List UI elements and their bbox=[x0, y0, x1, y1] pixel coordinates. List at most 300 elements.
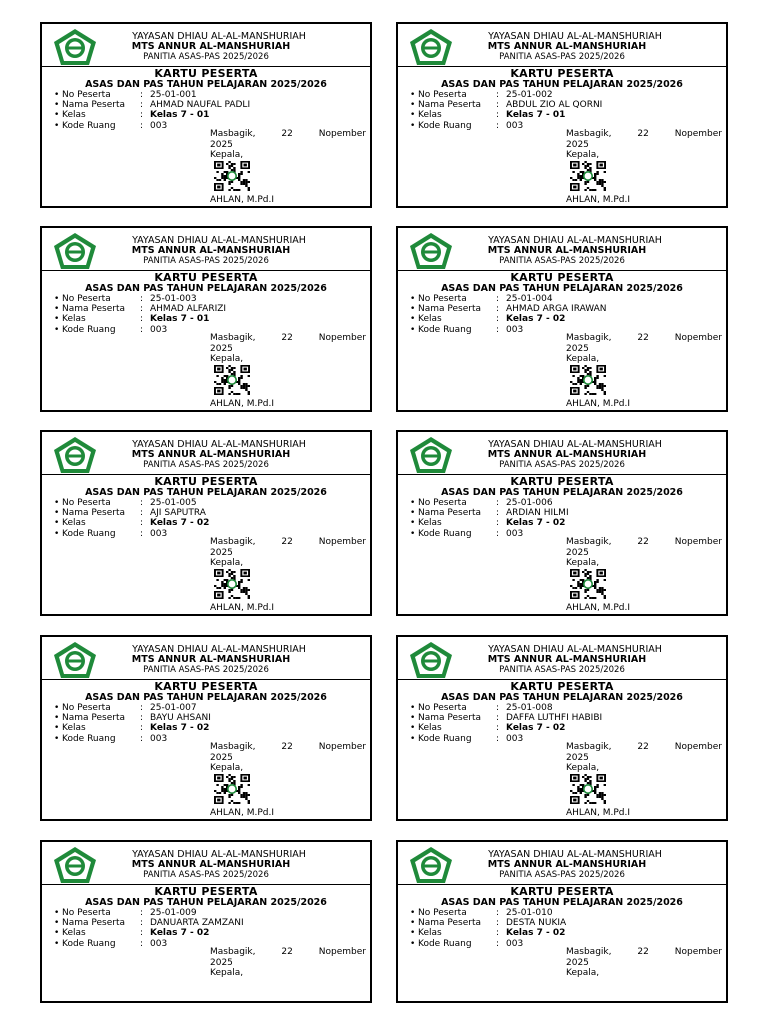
field-colon: : bbox=[496, 723, 500, 734]
bullet: • bbox=[410, 703, 416, 713]
field-colon: : bbox=[140, 90, 144, 100]
field-colon: : bbox=[140, 918, 144, 929]
field-colon: : bbox=[496, 100, 500, 111]
foundation-name: YAYASAN DHIAU AL-AL-MANSHURIAH bbox=[488, 849, 662, 860]
card-title: KARTU PESERTA bbox=[510, 271, 614, 284]
participant-name: ARDIAN HILMI bbox=[506, 508, 569, 519]
field-row-class bbox=[410, 928, 566, 938]
field-label: Nama Peserta bbox=[62, 713, 126, 724]
participant-card-9 bbox=[40, 840, 372, 1003]
bullet: • bbox=[54, 928, 60, 939]
room-code: 003 bbox=[506, 324, 524, 335]
participant-number: 25-01-002 bbox=[506, 90, 553, 100]
qr-code-icon bbox=[214, 569, 250, 599]
sign-role: Kepala, bbox=[566, 354, 600, 364]
sign-month: Nopember bbox=[674, 129, 722, 139]
foundation-name: YAYASAN DHIAU AL-AL-MANSHURIAH bbox=[132, 31, 306, 42]
sign-role: Kepala, bbox=[566, 763, 600, 773]
sign-date bbox=[566, 742, 722, 753]
bullet: • bbox=[54, 508, 60, 519]
sign-place: Masbagik, bbox=[210, 333, 256, 343]
sign-year: 2025 bbox=[566, 752, 589, 763]
participant-fields bbox=[54, 90, 250, 131]
sign-place: Masbagik, bbox=[566, 947, 612, 957]
participant-card-2 bbox=[396, 22, 728, 208]
participant-fields bbox=[54, 294, 226, 335]
sign-day: 22 bbox=[637, 537, 649, 547]
card-subtitle: ASAS DAN PAS TAHUN PELAJARAN 2025/2026 bbox=[441, 692, 683, 703]
sign-date bbox=[210, 537, 366, 548]
bullet: • bbox=[410, 304, 416, 315]
sign-year: 2025 bbox=[210, 752, 233, 763]
qr-code-icon bbox=[570, 365, 606, 395]
field-label: Kelas bbox=[62, 518, 86, 529]
participant-name: AHMAD ARGA IRAWAN bbox=[506, 304, 607, 315]
qr-code-icon bbox=[214, 774, 250, 804]
sign-place: Masbagik, bbox=[566, 129, 612, 139]
field-row-no bbox=[54, 703, 211, 713]
sign-day: 22 bbox=[637, 947, 649, 957]
field-label: No Peserta bbox=[418, 703, 467, 713]
field-row-no bbox=[410, 703, 602, 713]
bullet: • bbox=[54, 314, 60, 325]
field-label: No Peserta bbox=[62, 498, 111, 508]
participant-name: DAFFA LUTHFI HABIBI bbox=[506, 713, 603, 724]
sign-month: Nopember bbox=[318, 947, 366, 957]
field-row-class bbox=[54, 518, 209, 528]
committee-name: PANITIA ASAS-PAS 2025/2026 bbox=[143, 870, 269, 880]
bullet: • bbox=[54, 120, 60, 131]
sign-month: Nopember bbox=[318, 742, 366, 752]
card-subtitle: ASAS DAN PAS TAHUN PELAJARAN 2025/2026 bbox=[85, 283, 327, 294]
field-row-class bbox=[410, 723, 602, 733]
field-colon: : bbox=[140, 518, 144, 529]
field-row-room bbox=[410, 529, 569, 539]
sign-place: Masbagik, bbox=[210, 947, 256, 957]
participant-name: AJI SAPUTRA bbox=[150, 508, 206, 519]
qr-code-icon bbox=[570, 774, 606, 804]
foundation-name: YAYASAN DHIAU AL-AL-MANSHURIAH bbox=[488, 644, 662, 655]
signer-name: AHLAN, M.Pd.I bbox=[566, 195, 631, 205]
room-code: 003 bbox=[506, 733, 524, 744]
field-colon: : bbox=[496, 713, 500, 724]
card-subtitle: ASAS DAN PAS TAHUN PELAJARAN 2025/2026 bbox=[85, 692, 327, 703]
bullet: • bbox=[410, 324, 416, 335]
sign-day: 22 bbox=[281, 129, 293, 139]
participant-number: 25-01-001 bbox=[150, 90, 197, 100]
participant-card-1 bbox=[40, 22, 372, 208]
field-colon: : bbox=[140, 294, 144, 304]
participant-number: 25-01-008 bbox=[506, 703, 553, 713]
participant-class: Kelas 7 - 02 bbox=[506, 314, 566, 325]
bullet: • bbox=[54, 304, 60, 315]
field-colon: : bbox=[496, 110, 500, 121]
bullet: • bbox=[54, 733, 60, 744]
signer-name: AHLAN, M.Pd.I bbox=[210, 195, 275, 205]
bullet: • bbox=[410, 713, 416, 724]
foundation-name: YAYASAN DHIAU AL-AL-MANSHURIAH bbox=[488, 31, 662, 42]
bullet: • bbox=[410, 928, 416, 939]
participant-card-6 bbox=[396, 430, 728, 616]
participant-card-7 bbox=[40, 635, 372, 821]
field-colon: : bbox=[496, 120, 500, 131]
sign-date bbox=[566, 537, 722, 548]
card-subtitle: ASAS DAN PAS TAHUN PELAJARAN 2025/2026 bbox=[85, 897, 327, 908]
field-row-class bbox=[54, 723, 211, 733]
field-label: Kode Ruang bbox=[418, 733, 472, 744]
sign-day: 22 bbox=[281, 947, 293, 957]
field-colon: : bbox=[496, 703, 500, 713]
field-colon: : bbox=[140, 324, 144, 335]
school-name: MTS ANNUR AL-MANSHURIAH bbox=[487, 654, 647, 665]
field-label: Kode Ruang bbox=[418, 528, 472, 539]
field-colon: : bbox=[140, 703, 144, 713]
field-label: No Peserta bbox=[418, 90, 467, 100]
field-label: No Peserta bbox=[62, 90, 111, 100]
card-subtitle: ASAS DAN PAS TAHUN PELAJARAN 2025/2026 bbox=[85, 79, 327, 90]
card-title: KARTU PESERTA bbox=[510, 885, 614, 898]
field-row-class bbox=[54, 314, 226, 324]
signer-name: AHLAN, M.Pd.I bbox=[210, 603, 275, 613]
sign-role: Kepala, bbox=[210, 968, 244, 978]
bullet: • bbox=[54, 294, 60, 304]
committee-name: PANITIA ASAS-PAS 2025/2026 bbox=[499, 870, 625, 880]
card-title: KARTU PESERTA bbox=[154, 885, 258, 898]
bullet: • bbox=[54, 110, 60, 121]
field-row-class bbox=[410, 518, 569, 528]
field-label: Nama Peserta bbox=[62, 100, 126, 111]
bullet: • bbox=[54, 713, 60, 724]
card-subtitle: ASAS DAN PAS TAHUN PELAJARAN 2025/2026 bbox=[441, 79, 683, 90]
participant-card-3 bbox=[40, 226, 372, 412]
sign-year: 2025 bbox=[210, 343, 233, 354]
signature-block bbox=[566, 537, 722, 569]
bullet: • bbox=[54, 908, 60, 918]
sign-year: 2025 bbox=[210, 957, 233, 968]
card-subtitle: ASAS DAN PAS TAHUN PELAJARAN 2025/2026 bbox=[441, 897, 683, 908]
sign-date bbox=[566, 333, 722, 344]
participant-class: Kelas 7 - 02 bbox=[506, 723, 566, 734]
bullet: • bbox=[410, 314, 416, 325]
field-label: Kode Ruang bbox=[418, 324, 472, 335]
room-code: 003 bbox=[150, 733, 168, 744]
participant-name: ABDUL ZIO AL QORNI bbox=[506, 100, 603, 111]
school-name: MTS ANNUR AL-MANSHURIAH bbox=[487, 859, 647, 870]
school-name: MTS ANNUR AL-MANSHURIAH bbox=[487, 245, 647, 256]
card-title: KARTU PESERTA bbox=[154, 67, 258, 80]
field-label: Nama Peserta bbox=[62, 918, 126, 929]
sign-day: 22 bbox=[637, 333, 649, 343]
card-title: KARTU PESERTA bbox=[154, 475, 258, 488]
field-label: Kode Ruang bbox=[62, 938, 116, 949]
sign-place: Masbagik, bbox=[210, 537, 256, 547]
school-name: MTS ANNUR AL-MANSHURIAH bbox=[131, 41, 291, 52]
field-colon: : bbox=[140, 110, 144, 121]
school-name: MTS ANNUR AL-MANSHURIAH bbox=[131, 859, 291, 870]
participant-number: 25-01-007 bbox=[150, 703, 197, 713]
field-row-no bbox=[54, 294, 226, 304]
field-row-name bbox=[410, 508, 569, 518]
bullet: • bbox=[410, 90, 416, 100]
signature-block bbox=[210, 129, 366, 161]
field-row-no bbox=[410, 294, 607, 304]
sign-day: 22 bbox=[637, 129, 649, 139]
participant-name: AHMAD NAUFAL PADLI bbox=[150, 100, 251, 111]
bullet: • bbox=[410, 294, 416, 304]
participant-number: 25-01-006 bbox=[506, 498, 553, 508]
participant-fields bbox=[410, 703, 602, 744]
participant-class: Kelas 7 - 02 bbox=[150, 518, 210, 529]
sign-year: 2025 bbox=[566, 139, 589, 150]
field-label: Kode Ruang bbox=[62, 528, 116, 539]
school-name: MTS ANNUR AL-MANSHURIAH bbox=[131, 245, 291, 256]
field-label: Nama Peserta bbox=[418, 304, 482, 315]
room-code: 003 bbox=[506, 938, 524, 949]
bullet: • bbox=[410, 733, 416, 744]
field-row-room bbox=[54, 325, 226, 335]
card-subtitle: ASAS DAN PAS TAHUN PELAJARAN 2025/2026 bbox=[85, 487, 327, 498]
bullet: • bbox=[410, 723, 416, 734]
field-colon: : bbox=[496, 908, 500, 918]
field-colon: : bbox=[140, 528, 144, 539]
bullet: • bbox=[54, 90, 60, 100]
bullet: • bbox=[54, 324, 60, 335]
participant-number: 25-01-010 bbox=[506, 908, 553, 918]
bullet: • bbox=[54, 100, 60, 111]
field-label: Kode Ruang bbox=[418, 938, 472, 949]
signature-block bbox=[210, 537, 366, 569]
card-subtitle: ASAS DAN PAS TAHUN PELAJARAN 2025/2026 bbox=[441, 283, 683, 294]
committee-name: PANITIA ASAS-PAS 2025/2026 bbox=[499, 256, 625, 266]
field-colon: : bbox=[496, 324, 500, 335]
sign-role: Kepala, bbox=[566, 150, 600, 160]
bullet: • bbox=[54, 918, 60, 929]
sign-role: Kepala, bbox=[210, 354, 244, 364]
sign-day: 22 bbox=[281, 537, 293, 547]
bullet: • bbox=[410, 518, 416, 529]
bullet: • bbox=[410, 120, 416, 131]
field-label: Kelas bbox=[418, 723, 442, 734]
sign-month: Nopember bbox=[674, 742, 722, 752]
room-code: 003 bbox=[506, 120, 524, 131]
sign-place: Masbagik, bbox=[566, 742, 612, 752]
sign-role: Kepala, bbox=[210, 763, 244, 773]
participant-class: Kelas 7 - 02 bbox=[150, 928, 210, 939]
sign-date bbox=[210, 742, 366, 753]
bullet: • bbox=[410, 110, 416, 121]
field-label: No Peserta bbox=[418, 498, 467, 508]
bullet: • bbox=[54, 518, 60, 529]
field-row-class bbox=[410, 110, 602, 120]
participant-class: Kelas 7 - 01 bbox=[506, 110, 566, 121]
foundation-name: YAYASAN DHIAU AL-AL-MANSHURIAH bbox=[132, 235, 306, 246]
field-label: Kelas bbox=[62, 723, 86, 734]
sign-place: Masbagik, bbox=[566, 537, 612, 547]
participant-number: 25-01-003 bbox=[150, 294, 197, 304]
sign-day: 22 bbox=[281, 333, 293, 343]
field-colon: : bbox=[140, 713, 144, 724]
sign-year: 2025 bbox=[210, 547, 233, 558]
signer-name: AHLAN, M.Pd.I bbox=[566, 603, 631, 613]
foundation-name: YAYASAN DHIAU AL-AL-MANSHURIAH bbox=[132, 849, 306, 860]
field-row-name bbox=[410, 713, 602, 723]
field-row-class bbox=[410, 314, 607, 324]
field-row-room bbox=[54, 529, 209, 539]
signer-name: AHLAN, M.Pd.I bbox=[566, 399, 631, 409]
field-label: No Peserta bbox=[62, 908, 111, 918]
room-code: 003 bbox=[506, 528, 524, 539]
field-label: Kelas bbox=[62, 314, 86, 325]
signature-block bbox=[566, 333, 722, 365]
participant-name: DESTA NUKIA bbox=[506, 918, 567, 929]
field-row-name bbox=[54, 100, 250, 110]
field-label: Nama Peserta bbox=[418, 918, 482, 929]
participant-class: Kelas 7 - 02 bbox=[150, 723, 210, 734]
foundation-name: YAYASAN DHIAU AL-AL-MANSHURIAH bbox=[488, 235, 662, 246]
field-label: Kode Ruang bbox=[62, 733, 116, 744]
signer-name: AHLAN, M.Pd.I bbox=[210, 399, 275, 409]
participant-name: BAYU AHSANI bbox=[150, 713, 211, 724]
field-colon: : bbox=[140, 908, 144, 918]
field-row-room bbox=[410, 939, 566, 949]
sign-date bbox=[210, 947, 366, 958]
card-title: KARTU PESERTA bbox=[510, 67, 614, 80]
participant-card-5 bbox=[40, 430, 372, 616]
field-row-no bbox=[54, 498, 209, 508]
participant-number: 25-01-005 bbox=[150, 498, 197, 508]
field-colon: : bbox=[140, 723, 144, 734]
bullet: • bbox=[410, 918, 416, 929]
committee-name: PANITIA ASAS-PAS 2025/2026 bbox=[143, 665, 269, 675]
field-colon: : bbox=[496, 498, 500, 508]
room-code: 003 bbox=[150, 120, 168, 131]
qr-code-icon bbox=[570, 161, 606, 191]
committee-name: PANITIA ASAS-PAS 2025/2026 bbox=[143, 460, 269, 470]
room-code: 003 bbox=[150, 324, 168, 335]
field-colon: : bbox=[496, 938, 500, 949]
school-name: MTS ANNUR AL-MANSHURIAH bbox=[131, 654, 291, 665]
sign-month: Nopember bbox=[318, 537, 366, 547]
field-colon: : bbox=[496, 733, 500, 744]
sign-month: Nopember bbox=[318, 333, 366, 343]
sign-month: Nopember bbox=[674, 537, 722, 547]
field-row-name bbox=[410, 918, 566, 928]
field-colon: : bbox=[496, 918, 500, 929]
school-name: MTS ANNUR AL-MANSHURIAH bbox=[487, 449, 647, 460]
bullet: • bbox=[410, 938, 416, 949]
field-label: Nama Peserta bbox=[62, 304, 126, 315]
bullet: • bbox=[54, 498, 60, 508]
foundation-name: YAYASAN DHIAU AL-AL-MANSHURIAH bbox=[132, 644, 306, 655]
sign-year: 2025 bbox=[566, 343, 589, 354]
field-label: Kelas bbox=[62, 110, 86, 121]
sign-date bbox=[566, 129, 722, 140]
field-label: Kode Ruang bbox=[62, 324, 116, 335]
field-colon: : bbox=[140, 508, 144, 519]
participant-number: 25-01-004 bbox=[506, 294, 553, 304]
participant-fields bbox=[410, 90, 602, 131]
committee-name: PANITIA ASAS-PAS 2025/2026 bbox=[143, 52, 269, 62]
field-row-room bbox=[54, 734, 211, 744]
field-label: Kelas bbox=[418, 110, 442, 121]
field-label: No Peserta bbox=[418, 294, 467, 304]
bullet: • bbox=[54, 528, 60, 539]
sign-role: Kepala, bbox=[210, 150, 244, 160]
field-colon: : bbox=[496, 518, 500, 529]
bullet: • bbox=[410, 508, 416, 519]
field-label: Kelas bbox=[418, 928, 442, 939]
field-colon: : bbox=[496, 294, 500, 304]
participant-class: Kelas 7 - 02 bbox=[506, 928, 566, 939]
sign-date bbox=[210, 129, 366, 140]
field-row-name bbox=[54, 304, 226, 314]
committee-name: PANITIA ASAS-PAS 2025/2026 bbox=[499, 665, 625, 675]
qr-code-icon bbox=[214, 365, 250, 395]
participant-card-8 bbox=[396, 635, 728, 821]
participant-fields bbox=[54, 703, 211, 744]
field-colon: : bbox=[140, 733, 144, 744]
committee-name: PANITIA ASAS-PAS 2025/2026 bbox=[143, 256, 269, 266]
field-colon: : bbox=[140, 928, 144, 939]
sign-place: Masbagik, bbox=[210, 742, 256, 752]
field-label: Nama Peserta bbox=[62, 508, 126, 519]
signature-block bbox=[210, 333, 366, 365]
participant-class: Kelas 7 - 01 bbox=[150, 110, 210, 121]
sign-date bbox=[210, 333, 366, 344]
field-row-no bbox=[54, 90, 250, 100]
field-label: Nama Peserta bbox=[418, 100, 482, 111]
card-title: KARTU PESERTA bbox=[510, 680, 614, 693]
participant-name: DANUARTA ZAMZANI bbox=[150, 918, 244, 929]
signer-name: AHLAN, M.Pd.I bbox=[210, 808, 275, 818]
participant-fields bbox=[54, 498, 209, 539]
field-colon: : bbox=[496, 304, 500, 315]
field-label: No Peserta bbox=[62, 703, 111, 713]
field-colon: : bbox=[140, 120, 144, 131]
sign-year: 2025 bbox=[210, 139, 233, 150]
field-label: Nama Peserta bbox=[418, 713, 482, 724]
participant-name: AHMAD ALFARIZI bbox=[150, 304, 227, 315]
field-colon: : bbox=[140, 938, 144, 949]
field-row-name bbox=[54, 508, 209, 518]
field-label: Nama Peserta bbox=[418, 508, 482, 519]
field-label: Kelas bbox=[62, 928, 86, 939]
field-colon: : bbox=[140, 314, 144, 325]
participant-fields bbox=[410, 908, 566, 949]
card-title: KARTU PESERTA bbox=[154, 271, 258, 284]
bullet: • bbox=[54, 723, 60, 734]
sign-year: 2025 bbox=[566, 957, 589, 968]
sign-day: 22 bbox=[281, 742, 293, 752]
sign-role: Kepala, bbox=[210, 558, 244, 568]
field-label: No Peserta bbox=[418, 908, 467, 918]
field-colon: : bbox=[496, 928, 500, 939]
room-code: 003 bbox=[150, 938, 168, 949]
participant-class: Kelas 7 - 02 bbox=[506, 518, 566, 529]
card-subtitle: ASAS DAN PAS TAHUN PELAJARAN 2025/2026 bbox=[441, 487, 683, 498]
signature-block bbox=[566, 947, 722, 979]
field-label: Kelas bbox=[418, 518, 442, 529]
participant-class: Kelas 7 - 01 bbox=[150, 314, 210, 325]
sign-role: Kepala, bbox=[566, 558, 600, 568]
signature-block bbox=[210, 742, 366, 774]
field-colon: : bbox=[140, 304, 144, 315]
qr-code-icon bbox=[214, 161, 250, 191]
card-title: KARTU PESERTA bbox=[510, 475, 614, 488]
bullet: • bbox=[410, 100, 416, 111]
field-row-no bbox=[410, 498, 569, 508]
field-row-class bbox=[54, 110, 250, 120]
